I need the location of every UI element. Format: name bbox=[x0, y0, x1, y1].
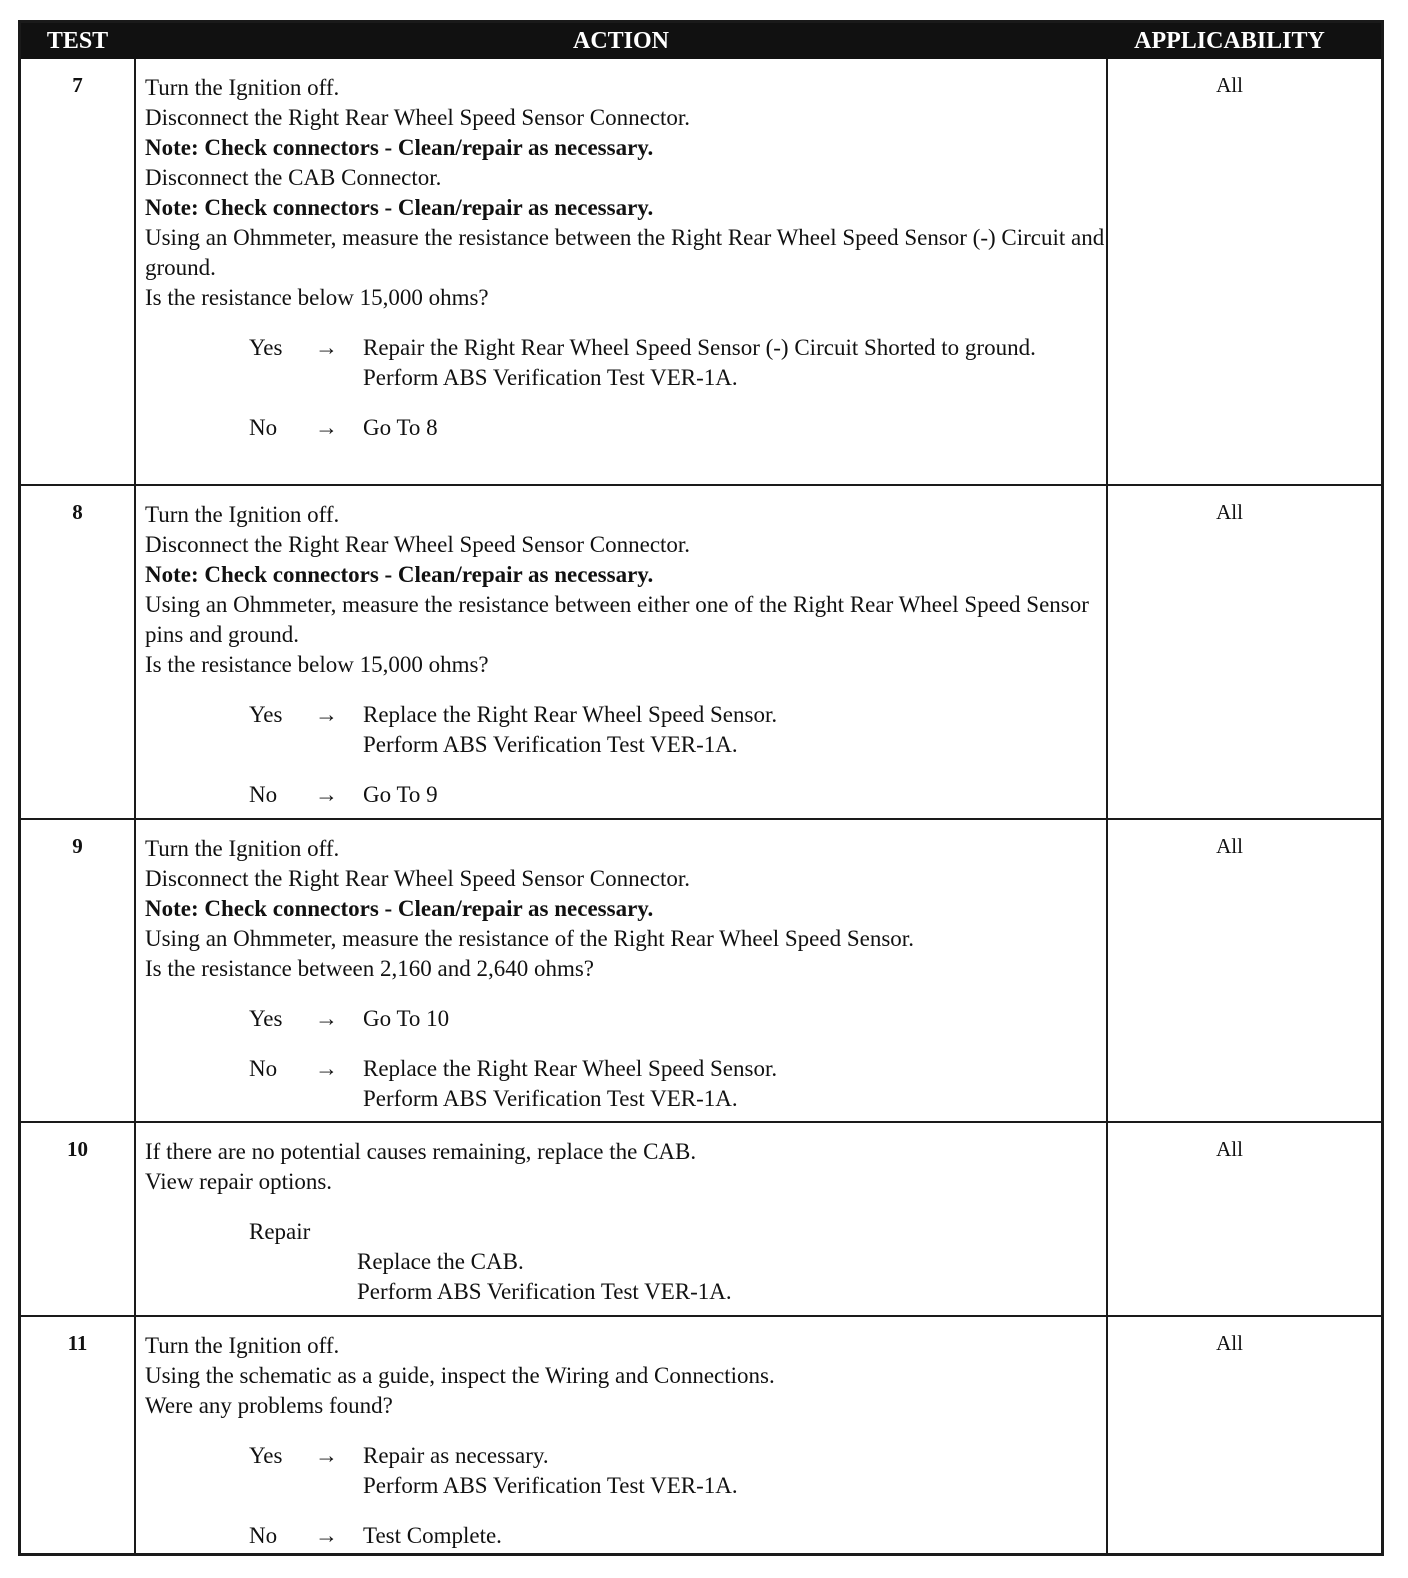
applicability-value: All bbox=[1216, 1331, 1243, 1355]
action-cell bbox=[145, 834, 1105, 1114]
note-line: Note: Check connectors - Clean/repair as necessary. bbox=[145, 562, 654, 587]
test-number: 7 bbox=[72, 73, 83, 97]
result-line: Perform ABS Verification Test VER-1A. bbox=[363, 732, 738, 757]
result-line: Perform ABS Verification Test VER-1A. bbox=[363, 1473, 738, 1498]
instruction-line: Disconnect the CAB Connector. bbox=[145, 165, 442, 190]
instruction-line: Disconnect the Right Rear Wheel Speed Sensor Connector. bbox=[145, 532, 691, 557]
result-line: Replace the Right Rear Wheel Speed Sensor. bbox=[363, 1056, 778, 1081]
applicability-value: All bbox=[1216, 834, 1243, 858]
instruction-line: Is the resistance below 15,000 ohms? bbox=[145, 285, 489, 310]
table-row bbox=[21, 1121, 1381, 1315]
answer-result bbox=[363, 1521, 1108, 1551]
answer-branch bbox=[145, 700, 1105, 760]
applicability-value: All bbox=[1216, 73, 1243, 97]
answer-label: Yes bbox=[249, 335, 283, 360]
arrow-icon: → bbox=[315, 1523, 338, 1548]
result-line: Perform ABS Verification Test VER-1A. bbox=[357, 1279, 732, 1304]
answer-branch bbox=[145, 780, 1105, 810]
repair-result bbox=[357, 1247, 1105, 1307]
answer-branch bbox=[145, 1054, 1105, 1114]
test-number: 9 bbox=[72, 834, 83, 858]
instruction-line: View repair options. bbox=[145, 1169, 333, 1194]
answer-result bbox=[363, 1054, 1108, 1114]
header-test: TEST bbox=[46, 28, 109, 54]
answer-branch bbox=[145, 1441, 1105, 1501]
answer-result bbox=[363, 780, 1108, 810]
instruction-line: Turn the Ignition off. bbox=[145, 502, 340, 527]
arrow-icon: → bbox=[315, 335, 338, 360]
table-row bbox=[21, 484, 1381, 818]
answer-label: No bbox=[249, 1523, 278, 1548]
result-line: Repair the Right Rear Wheel Speed Sensor (-) Circuit Shorted to ground. bbox=[363, 335, 1036, 360]
table-row bbox=[21, 818, 1381, 1121]
answer-label: Yes bbox=[249, 1006, 283, 1031]
result-line: Perform ABS Verification Test VER-1A. bbox=[363, 1086, 738, 1111]
action-cell bbox=[145, 1331, 1105, 1551]
test-number: 11 bbox=[67, 1331, 88, 1355]
result-line: Go To 10 bbox=[363, 1006, 450, 1031]
action-cell bbox=[145, 73, 1105, 443]
result-line: Replace the Right Rear Wheel Speed Sensor. bbox=[363, 702, 778, 727]
instruction-line: Disconnect the Right Rear Wheel Speed Sensor Connector. bbox=[145, 866, 691, 891]
instruction-line: If there are no potential causes remaining, replace the CAB. bbox=[145, 1139, 697, 1164]
result-line: Perform ABS Verification Test VER-1A. bbox=[363, 365, 738, 390]
note-line: Note: Check connectors - Clean/repair as necessary. bbox=[145, 896, 654, 921]
result-line: Test Complete. bbox=[363, 1523, 502, 1548]
test-number: 10 bbox=[67, 1137, 88, 1161]
header-action: ACTION bbox=[572, 28, 669, 54]
test-number: 8 bbox=[72, 500, 83, 524]
note-line: Note: Check connectors - Clean/repair as necessary. bbox=[145, 195, 654, 220]
arrow-icon: → bbox=[315, 1056, 338, 1081]
arrow-icon: → bbox=[315, 702, 338, 727]
answer-result bbox=[363, 1004, 1108, 1034]
answer-result bbox=[363, 413, 1108, 443]
instruction-line: Were any problems found? bbox=[145, 1393, 393, 1418]
result-line: Repair as necessary. bbox=[363, 1443, 549, 1468]
result-line: Go To 8 bbox=[363, 415, 438, 440]
answer-label: Yes bbox=[249, 1443, 283, 1468]
arrow-icon: → bbox=[315, 415, 338, 440]
header-applicability: APPLICABILITY bbox=[1134, 28, 1325, 54]
arrow-icon: → bbox=[315, 1443, 338, 1468]
arrow-icon: → bbox=[315, 1006, 338, 1031]
table-row bbox=[21, 59, 1381, 484]
answer-label: No bbox=[249, 782, 278, 807]
action-cell bbox=[145, 500, 1105, 810]
applicability-value: All bbox=[1216, 1137, 1243, 1161]
answer-result bbox=[363, 1441, 1108, 1501]
applicability-value: All bbox=[1216, 500, 1243, 524]
answer-branch bbox=[145, 333, 1105, 393]
instruction-line: Disconnect the Right Rear Wheel Speed Sensor Connector. bbox=[145, 105, 691, 130]
instruction-line: Using an Ohmmeter, measure the resistance of the Right Rear Wheel Speed Sensor. bbox=[145, 926, 914, 951]
answer-label: No bbox=[249, 415, 278, 440]
action-cell bbox=[145, 1137, 1105, 1307]
answer-label: Yes bbox=[249, 702, 283, 727]
answer-result bbox=[363, 333, 1108, 393]
answer-label: No bbox=[249, 1056, 278, 1081]
instruction-line: Turn the Ignition off. bbox=[145, 1333, 340, 1358]
table-header bbox=[21, 23, 1381, 59]
table-row bbox=[21, 1315, 1381, 1553]
instruction-line: Is the resistance below 15,000 ohms? bbox=[145, 652, 489, 677]
answer-branch bbox=[145, 1004, 1105, 1034]
diagnostic-table bbox=[18, 20, 1384, 1556]
instruction-line: Turn the Ignition off. bbox=[145, 836, 340, 861]
arrow-icon: → bbox=[315, 782, 338, 807]
repair-label: Repair bbox=[249, 1219, 311, 1244]
note-line: Note: Check connectors - Clean/repair as necessary. bbox=[145, 135, 654, 160]
result-line: Go To 9 bbox=[363, 782, 438, 807]
instruction-line: Using an Ohmmeter, measure the resistance between either one of the Right Rear Wheel Speed Sensor pins and ground. bbox=[145, 592, 1089, 647]
instruction-line: Turn the Ignition off. bbox=[145, 75, 340, 100]
answer-branch bbox=[145, 413, 1105, 443]
instruction-line: Is the resistance between 2,160 and 2,640 ohms? bbox=[145, 956, 595, 981]
instruction-line: Using an Ohmmeter, measure the resistance between the Right Rear Wheel Speed Sensor (-) Circuit and ground. bbox=[145, 225, 1105, 280]
answer-result bbox=[363, 700, 1108, 760]
answer-branch bbox=[145, 1521, 1105, 1551]
instruction-line: Using the schematic as a guide, inspect the Wiring and Connections. bbox=[145, 1363, 775, 1388]
result-line: Replace the CAB. bbox=[357, 1249, 524, 1274]
